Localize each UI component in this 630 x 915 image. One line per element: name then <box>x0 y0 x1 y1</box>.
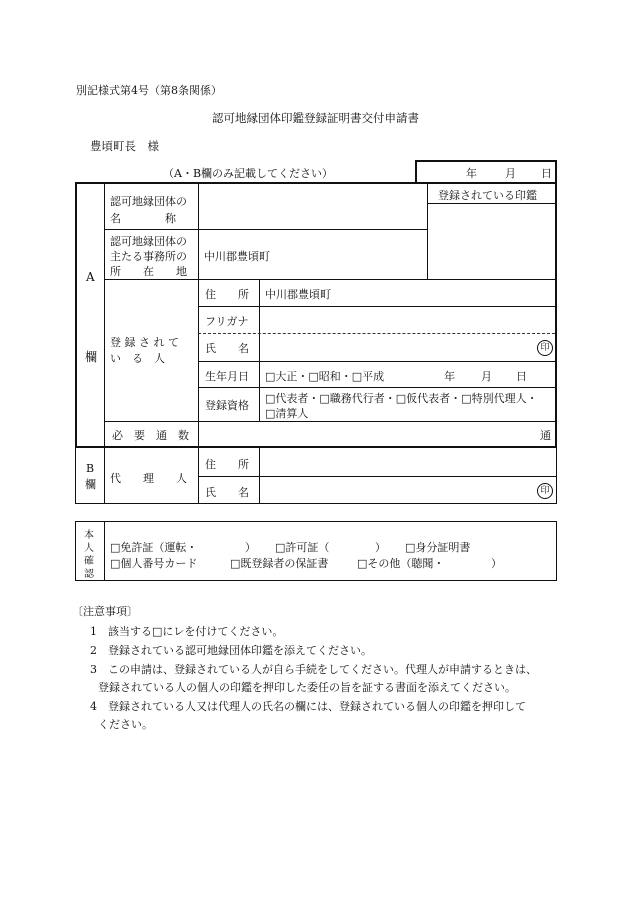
office-label-1: 認可地縁団体の <box>110 235 187 248</box>
form-title: 認可地縁団体印鑑登録証明書交付申請書 <box>212 111 419 125</box>
address-value[interactable]: 中川郡豊頃町 <box>265 288 331 301</box>
section-a-label-top: A <box>86 270 95 284</box>
form-number: 別記様式第4号（第8条関係） <box>76 84 222 97</box>
notes-heading: 〔注意事項〕 <box>72 605 138 618</box>
a-seal-col <box>427 184 428 279</box>
section-b-bottom <box>75 503 557 504</box>
date-box-right <box>555 160 557 184</box>
a-address-bottom <box>198 306 555 307</box>
instruction-text: （A・B欄のみ記載してください） <box>163 167 334 180</box>
note-3b: 登録されている人の個人の印鑑を押印した委任の旨を証する書面を添えてください。 <box>98 681 516 694</box>
dob-year: 年 <box>444 370 455 383</box>
id-my-number-card[interactable]: □個人番号カード <box>110 557 198 570</box>
id-label-3: 確 <box>84 556 94 567</box>
id-label-1: 本 <box>84 530 94 541</box>
seal-mark-b: 印 <box>537 483 553 499</box>
dob-label: 生年月日 <box>205 370 249 383</box>
copies-unit: 通 <box>540 429 551 442</box>
name-label: 氏 名 <box>205 342 249 355</box>
a-person-bottom <box>104 421 555 422</box>
b-col-divider <box>104 448 105 504</box>
id-guarantee[interactable]: □既登録者の保証書 <box>230 557 329 570</box>
id-box-left <box>75 521 76 581</box>
note-1: 1 該当する□にレを付けてください。 <box>90 625 284 638</box>
a-row1-bottom <box>104 229 428 230</box>
a-dob-bottom <box>198 387 555 388</box>
section-a-right <box>555 182 557 448</box>
note-2: 2 登録されている認可地縁団体印鑑を添えてください。 <box>90 644 372 657</box>
section-a-bottom <box>75 446 557 448</box>
date-day: 日 <box>541 167 552 180</box>
id-other-close: ） <box>491 557 502 570</box>
a-name-bottom <box>198 361 555 362</box>
copies-label: 必 要 通 数 <box>112 429 189 442</box>
id-drivers-license-close: ） <box>245 541 256 554</box>
dob-day: 日 <box>516 370 527 383</box>
a-label-col <box>198 184 199 446</box>
org-name-label-2: 名 称 <box>110 212 176 225</box>
a-sub-col <box>259 279 260 421</box>
person-label-2: い る 人 <box>110 352 165 365</box>
section-b-left <box>75 448 76 504</box>
id-permit-close: ） <box>375 541 386 554</box>
qualification-line1[interactable]: □代表者・□職務代行者・□仮代表者・□特別代理人・ <box>265 392 538 405</box>
id-permit[interactable]: □許可証（ <box>275 541 330 554</box>
office-value[interactable]: 中川郡豊頃町 <box>204 250 270 263</box>
section-b-label-bottom: 欄 <box>85 478 96 491</box>
a-row2-bottom <box>104 279 555 280</box>
note-4a: 4 登録されている人又は代理人の氏名の欄には、登録されている個人の印鑑を押印して <box>90 700 526 713</box>
office-label-3: 所 在 地 <box>110 265 187 278</box>
section-a-label-bottom: 欄 <box>85 350 98 364</box>
addressee: 豊頃町長 様 <box>90 139 159 153</box>
date-box-left <box>415 160 417 184</box>
dob-month: 月 <box>481 370 492 383</box>
date-year: 年 <box>466 167 477 180</box>
person-label-1: 登 録 さ れ て <box>110 336 179 349</box>
id-label-2: 人 <box>84 543 94 554</box>
a-col-divider <box>104 184 105 446</box>
address-label: 住 所 <box>205 288 249 301</box>
id-other[interactable]: □その他（聴聞・ <box>357 557 445 570</box>
id-id-certificate[interactable]: □身分証明書 <box>405 541 471 554</box>
note-4b: ください。 <box>98 718 153 731</box>
section-b-label-top: B <box>86 462 95 475</box>
a-furigana-dashed <box>198 333 555 334</box>
a-seal-header-line <box>427 203 555 204</box>
id-drivers-license[interactable]: □免許証（運転・ <box>110 541 198 554</box>
office-label-2: 主たる事務所の <box>110 250 187 263</box>
id-box-bottom <box>75 580 557 581</box>
dob-options[interactable]: □大正・□昭和・□平成 <box>265 370 385 383</box>
agent-address-label: 住 所 <box>205 458 249 471</box>
id-box-divider <box>104 521 105 581</box>
b-mid-line <box>198 476 557 477</box>
registered-seal-label: 登録されている印鑑 <box>438 189 537 202</box>
id-label-4: 認 <box>84 569 94 580</box>
qualification-label: 登録資格 <box>205 399 249 412</box>
id-box-right <box>556 521 557 581</box>
section-a-top <box>75 182 557 184</box>
section-a-left <box>75 182 77 448</box>
qualification-line2[interactable]: □清算人 <box>265 407 309 420</box>
org-name-label-1: 認可地縁団体の <box>110 195 187 208</box>
date-box-top <box>415 160 557 162</box>
date-month: 月 <box>505 167 516 180</box>
agent-name-label: 氏 名 <box>205 486 249 499</box>
seal-mark-a: 印 <box>537 340 553 356</box>
furigana-label: フリガナ <box>205 315 249 328</box>
id-box-top <box>75 521 557 522</box>
agent-label: 代 理 人 <box>110 472 187 485</box>
note-3a: 3 この申請は、登録されている人が自ら手続をしてください。代理人が申請するときは、 <box>90 663 537 676</box>
